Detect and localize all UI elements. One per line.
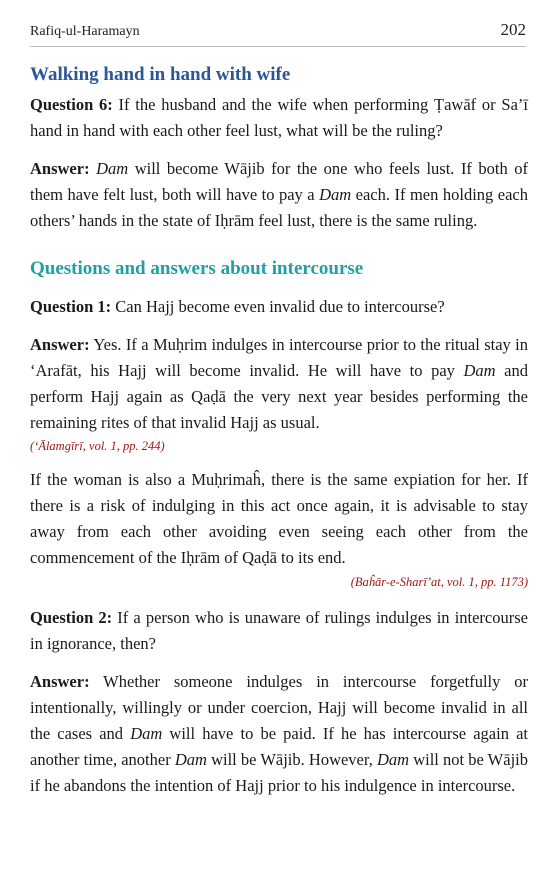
answer-text: and perform Hajj again as Qaḍā the very next year besides performing the remaining rites of that invalid Hajj as usual. — [30, 361, 529, 432]
answer-text: will not be Wājib if he abandons the intention of Hajj prior to his indulgence in intercourse. — [30, 750, 528, 795]
question-label: Question 2: — [30, 608, 113, 627]
question-text: If the husband and the wife when performing Ṭawāf or Sa’ī hand in hand with each other feel lust, what will be the ruling? — [30, 95, 528, 140]
answer-text: Yes. If a Muḥrim indulges in intercourse prior to the ritual stay in ‘Arafāt, his Hajj will become invalid. He will have to pay — [30, 335, 528, 380]
question-2 — [30, 605, 528, 657]
question-label: Question 1: — [30, 297, 112, 316]
answer-text: each. If men holding each others’ hands in the state of Iḥrām feel lust, there is the same ruling. — [30, 185, 528, 230]
answer-1 — [30, 332, 528, 436]
dam-term: Dam — [319, 185, 352, 204]
question-6 — [30, 92, 528, 144]
answer-text: will become Wājib for the one who feels lust. If both of them have felt lust, both will have to pay a — [30, 159, 529, 204]
dam-term: Dam — [376, 750, 410, 769]
answer-text: Whether someone indulges in intercourse forgetfully or intentionally, willingly or under coercion, Hajj will become invalid in all the cases and — [30, 672, 528, 743]
page-content — [30, 62, 528, 799]
dam-term: Dam — [174, 750, 207, 769]
book-title: Rafiq-ul-Haramayn — [30, 24, 140, 39]
answer-label: Answer: — [30, 159, 90, 178]
question-label: Question 6: — [30, 95, 113, 114]
dam-term: Dam — [130, 724, 163, 743]
question-1 — [30, 294, 528, 320]
question-text: Can Hajj become even invalid due to intercourse? — [111, 297, 445, 316]
answer-text: will have to be paid. If he has intercourse again at another time, another — [30, 724, 528, 769]
answer-label: Answer: — [30, 335, 90, 354]
section-heading-intercourse: Questions and answers about intercourse — [30, 258, 364, 279]
dam-term: Dam — [96, 159, 129, 178]
page-number: 202 — [500, 20, 526, 39]
paragraph-muhrimah: If the woman is also a Muḥrimaĥ, there is the same expiation for her. If there is a risk of indulging in this act once again, it is advisable to stay away from each other avoiding even seeing each other from the commencement of the Iḥrām of Qaḍā to its end. — [30, 470, 528, 567]
section-heading-walking: Walking hand in hand with wife — [30, 64, 291, 85]
dam-term: Dam — [463, 361, 496, 380]
citation-alamgiri: (‘Ālamgīrī, vol. 1, pp. 244) — [30, 439, 165, 453]
answer-6 — [30, 156, 528, 234]
question-text: If a person who is unaware of rulings indulges in intercourse in ignorance, then? — [30, 608, 528, 653]
answer-label: Answer: — [30, 672, 90, 691]
answer-2 — [30, 669, 528, 799]
page-header — [30, 20, 526, 47]
citation-bahar: (Baĥār-e-Sharī’at, vol. 1, pp. 1173) — [350, 575, 528, 589]
answer-text: will be Wājib. However, — [206, 750, 377, 769]
